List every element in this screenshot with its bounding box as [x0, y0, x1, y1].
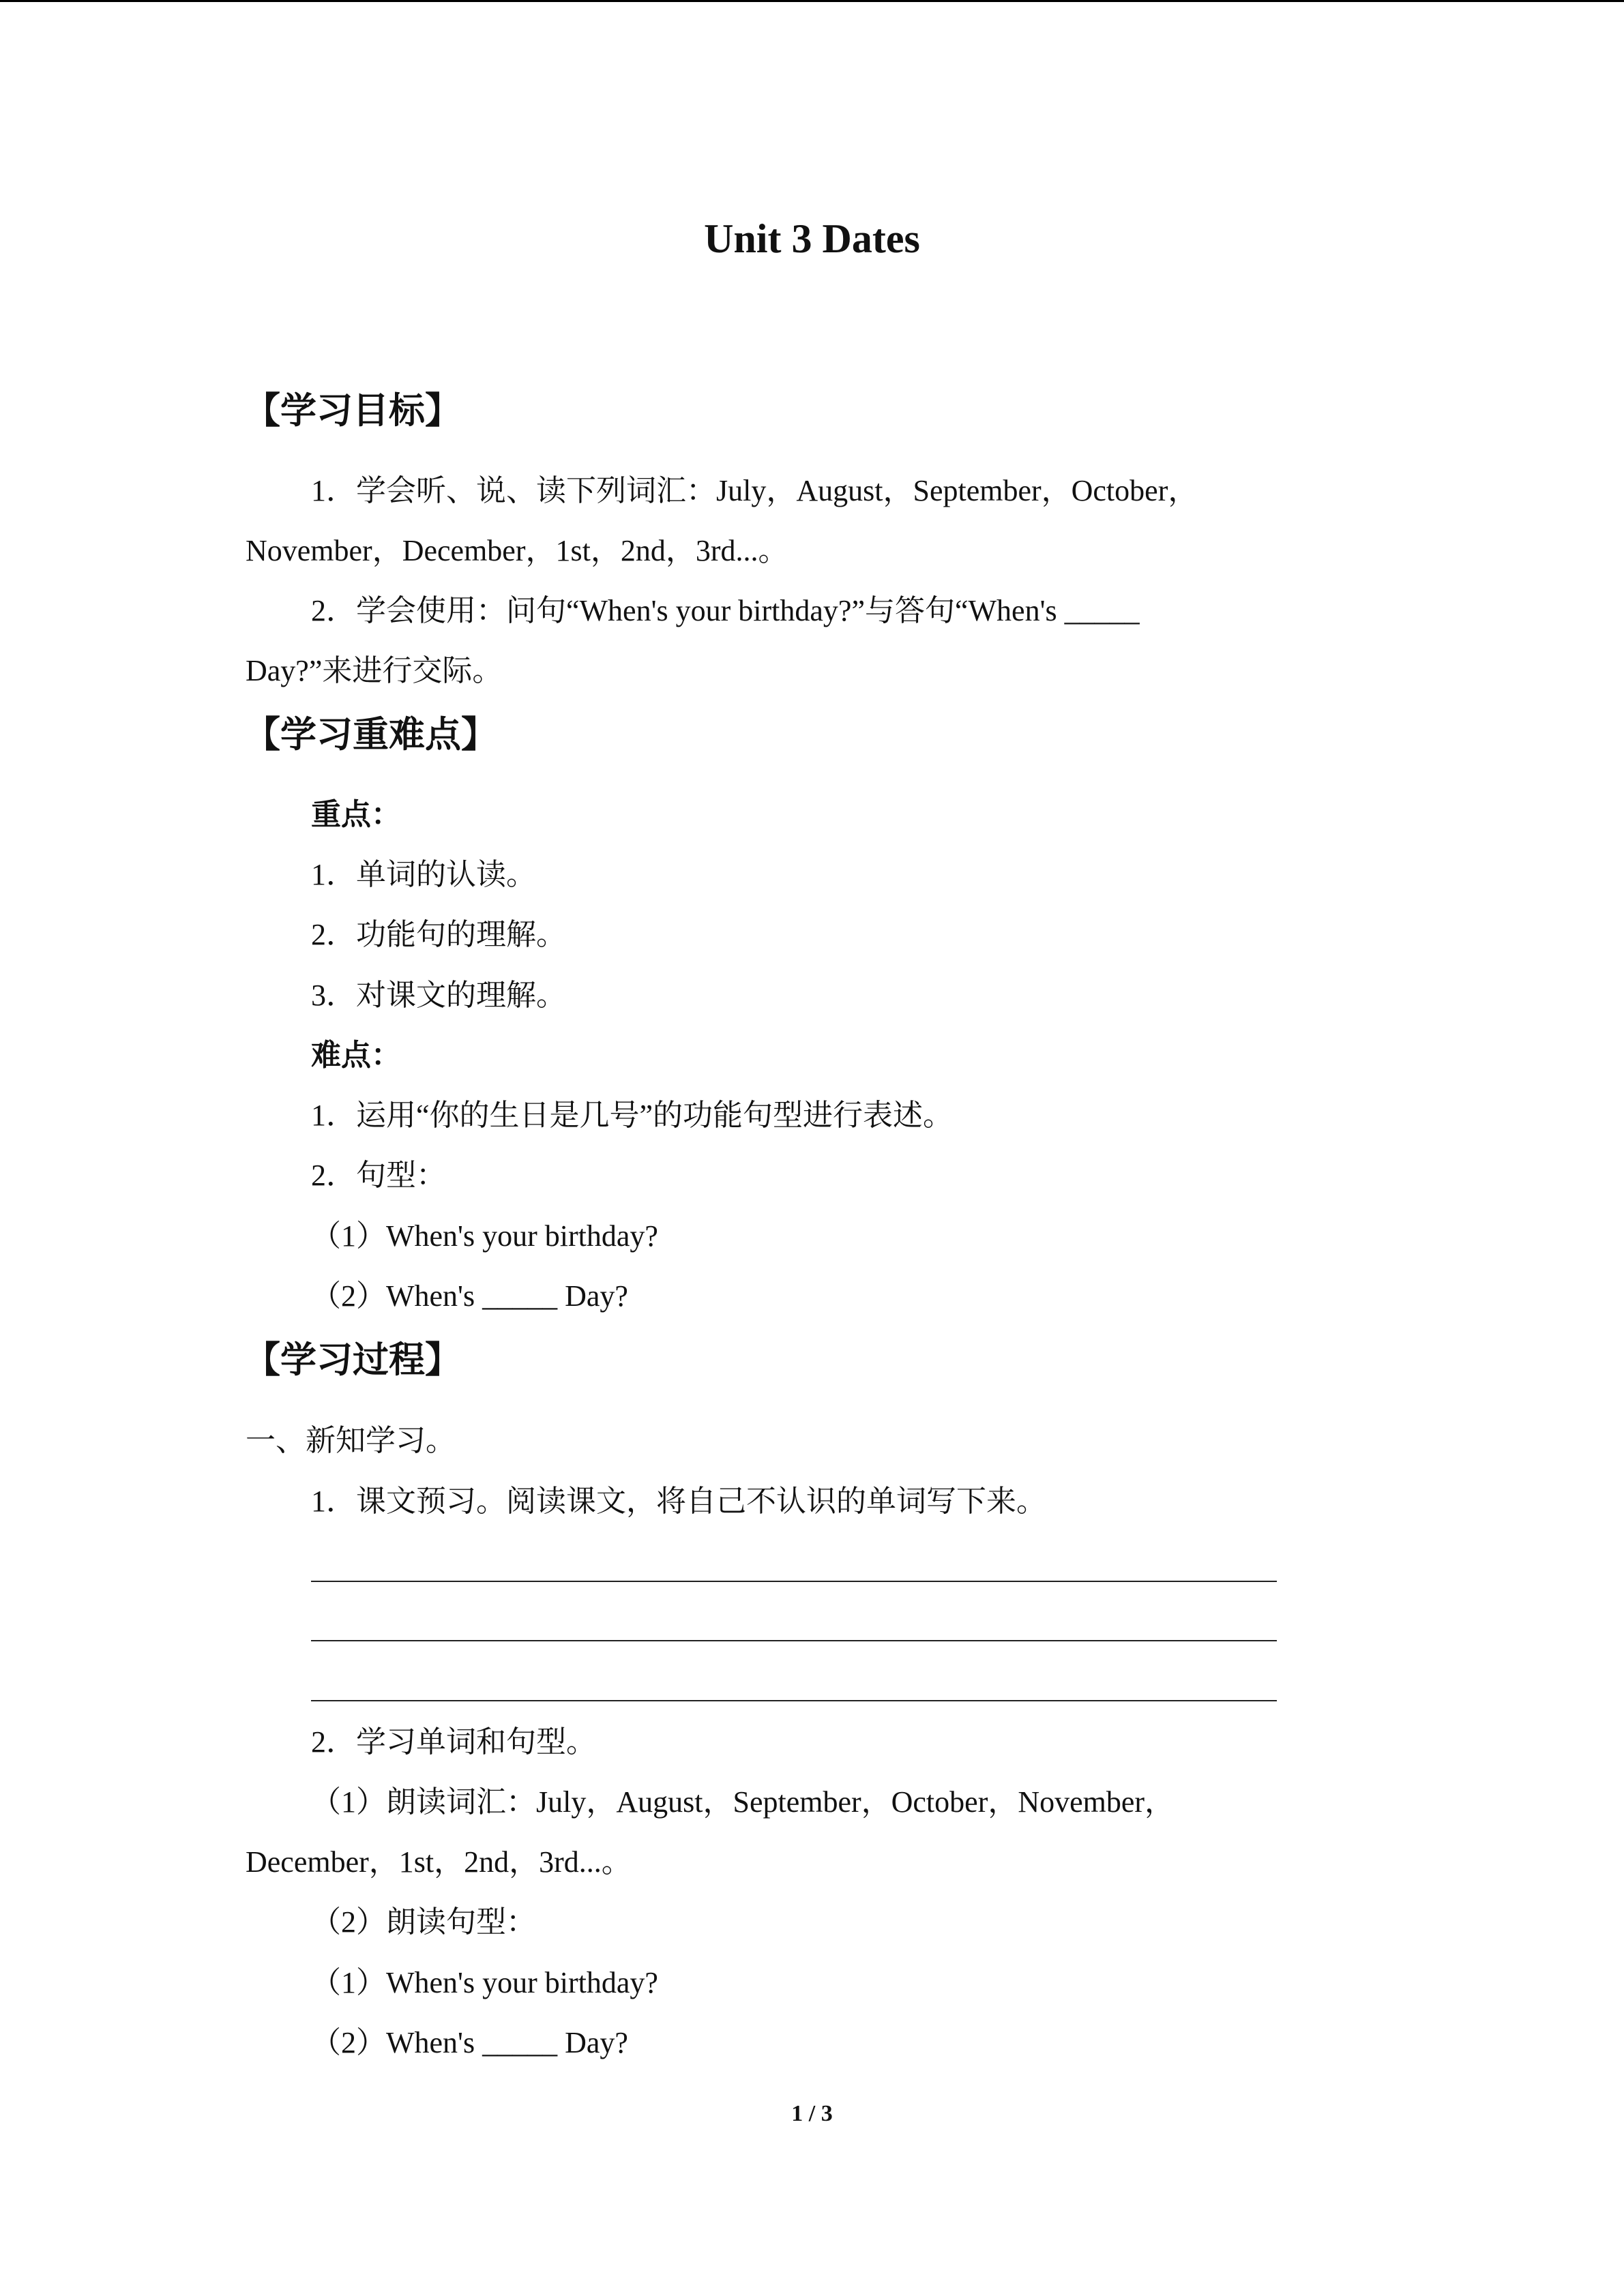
objective-1-line-1: 1．学会听、说、读下列词汇：July，August，September，October， — [311, 474, 1198, 507]
answer-line-2[interactable] — [311, 1640, 1277, 1641]
difficult-points-label: 难点： — [311, 1039, 401, 1072]
key-points-label: 重点： — [311, 798, 401, 831]
difficult-point-item-4: （2）When's _____ Day? — [311, 1279, 628, 1313]
page-number: 1 / 3 — [791, 2101, 833, 2126]
key-points-heading: 【学习重难点】 — [244, 715, 497, 755]
patterns-label: （2）朗读句型： — [311, 1905, 536, 1939]
difficult-point-item-3: （1）When's your birthday? — [311, 1219, 658, 1253]
objective-2-line-1: 2．学会使用：问句“When's your birthday?”与答句“When's _____ — [311, 594, 1140, 627]
pattern-item-1: （1）When's your birthday? — [311, 1966, 658, 1999]
process-section-1: 一、新知学习。 — [246, 1424, 456, 1457]
key-point-item-3: 3．对课文的理解。 — [311, 979, 566, 1012]
pattern-item-2: （2）When's _____ Day? — [311, 2026, 628, 2059]
process-step-1: 1．课文预习。阅读课文，将自己不认识的单词写下来。 — [311, 1485, 1046, 1518]
objective-1-line-2: November，December，1st，2nd，3rd...。 — [246, 534, 788, 567]
objectives-heading: 【学习目标】 — [244, 391, 461, 431]
process-heading: 【学习过程】 — [244, 1341, 461, 1380]
answer-line-1[interactable] — [311, 1581, 1277, 1582]
key-point-item-2: 2．功能句的理解。 — [311, 918, 566, 951]
objective-2-line-2: Day?”来进行交际。 — [246, 654, 503, 687]
difficult-point-item-2: 2．句型： — [311, 1159, 446, 1192]
difficult-point-item-1: 1．运用“你的生日是几号”的功能句型进行表述。 — [311, 1099, 954, 1132]
key-point-item-1: 1．单词的认读。 — [311, 858, 536, 891]
document-title: Unit 3 Dates — [704, 216, 920, 261]
vocab-line-2: December，1st，2nd，3rd...。 — [246, 1845, 632, 1879]
process-step-2: 2．学习单词和句型。 — [311, 1725, 596, 1759]
vocab-line-1: （1）朗读词汇：July，August，September，October，November， — [311, 1785, 1175, 1819]
answer-line-3[interactable] — [311, 1700, 1277, 1701]
